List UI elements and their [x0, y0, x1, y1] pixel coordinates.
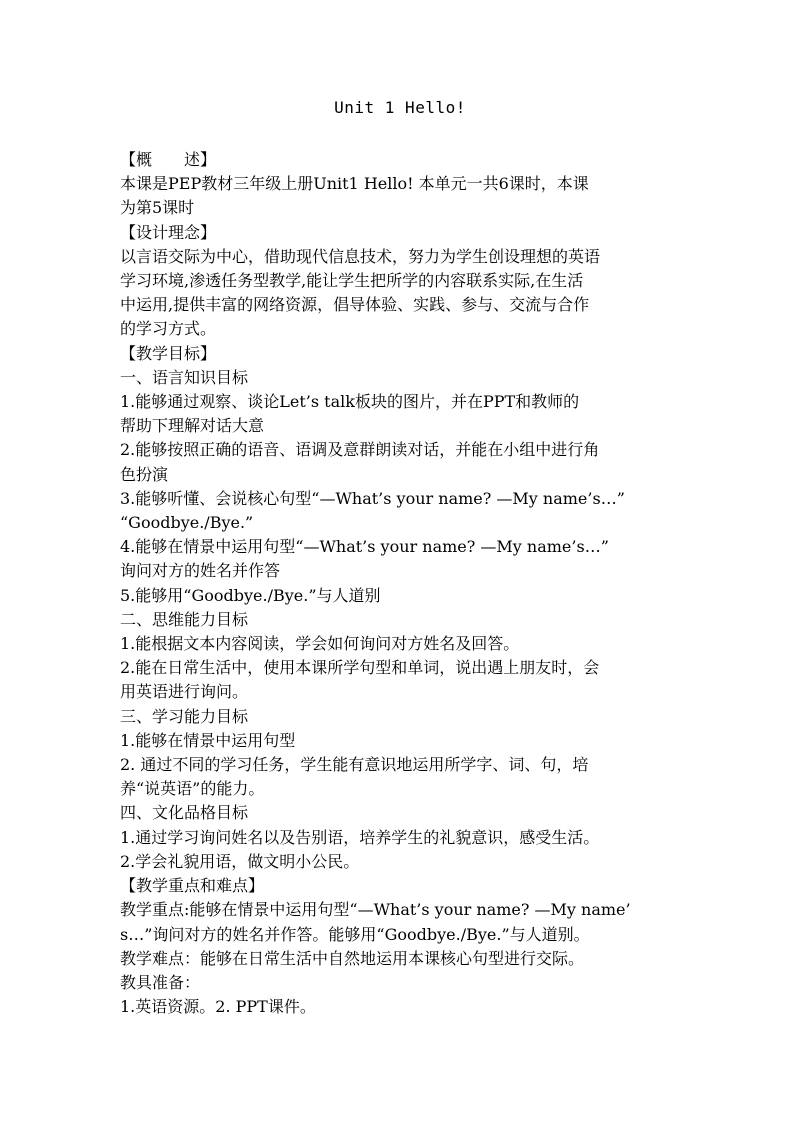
text-line: 3.能够听懂、会说核心句型“—What’s your name? —My name’s…”	[120, 488, 625, 508]
document-body	[120, 148, 680, 1019]
text-line: 2.能在日常生活中，使用本课所学句型和单词，说出遇上朋友时，会	[120, 658, 600, 678]
text-line: 帮助下理解对话大意	[120, 416, 265, 436]
text-line: 4.能够在情景中运用句型“—What’s your name? —My name’s…”	[120, 537, 609, 557]
document-page	[120, 96, 680, 1019]
text-line: 教学重点:能够在情景中运用句型“—What’s your name? —My name’	[120, 900, 631, 920]
text-line: 用英语进行询问。	[120, 682, 249, 702]
text-line: 1.能根据文本内容阅读，学会如何询问对方姓名及回答。	[120, 634, 520, 654]
text-line: 教学难点：能够在日常生活中自然地运用本课核心句型进行交际。	[120, 948, 585, 968]
text-line: 学习环境,渗透任务型教学,能让学生把所学的内容联系实际,在生活	[120, 271, 584, 291]
text-line: 1.能够在情景中运用句型	[120, 730, 296, 750]
text-line: 教具准备：	[120, 972, 201, 992]
text-line: 色扮演	[120, 464, 169, 484]
text-line: s…”询问对方的姓名并作答。能够用“Goodbye./Bye.”与人道别。	[120, 924, 590, 944]
text-line: 一、语言知识目标	[120, 367, 249, 387]
text-line: 【概 述】	[120, 150, 217, 169]
text-line: 二、思维能力目标	[120, 609, 249, 629]
text-line: 本课是PEP教材三年级上册Unit1 Hello! 本单元一共6课时，本课	[120, 174, 589, 194]
text-line: 1.通过学习询问姓名以及告别语，培养学生的礼貌意识，感受生活。	[120, 827, 600, 847]
text-line: 2.学会礼貌用语，做文明小公民。	[120, 851, 360, 871]
text-line: “Goodbye./Bye.”	[120, 513, 254, 533]
text-line: 以言语交际为中心，借助现代信息技术，努力为学生创设理想的英语	[120, 246, 601, 266]
text-line: 2. 通过不同的学习任务，学生能有意识地运用所学字、词、句，培	[120, 755, 589, 775]
text-line: 三、学习能力目标	[120, 706, 249, 726]
document-title: Unit 1 Hello!	[334, 98, 466, 117]
text-line: 2.能够按照正确的语音、语调及意群朗读对话，并能在小组中进行角	[120, 440, 600, 460]
text-line: 【设计理念】	[120, 222, 217, 242]
text-line: 1.英语资源。2. PPT课件。	[120, 997, 316, 1017]
text-line: 中运用,提供丰富的网络资源，倡导体验、实践、参与、交流与合作	[120, 295, 590, 315]
text-line: 【教学重点和难点】	[120, 876, 265, 896]
text-line: 【教学目标】	[120, 343, 217, 363]
text-line: 的学习方式。	[120, 319, 217, 339]
text-line: 四、文化品格目标	[120, 803, 249, 823]
text-line: 5.能够用“Goodbye./Bye.”与人道别	[120, 585, 381, 605]
text-line: 为第5课时	[120, 198, 195, 218]
text-line: 1.能够通过观察、谈论Let’s talk板块的图片，并在PPT和教师的	[120, 392, 580, 412]
text-line: 询问对方的姓名并作答	[120, 561, 281, 581]
text-line: 养“说英语”的能力。	[120, 779, 265, 799]
